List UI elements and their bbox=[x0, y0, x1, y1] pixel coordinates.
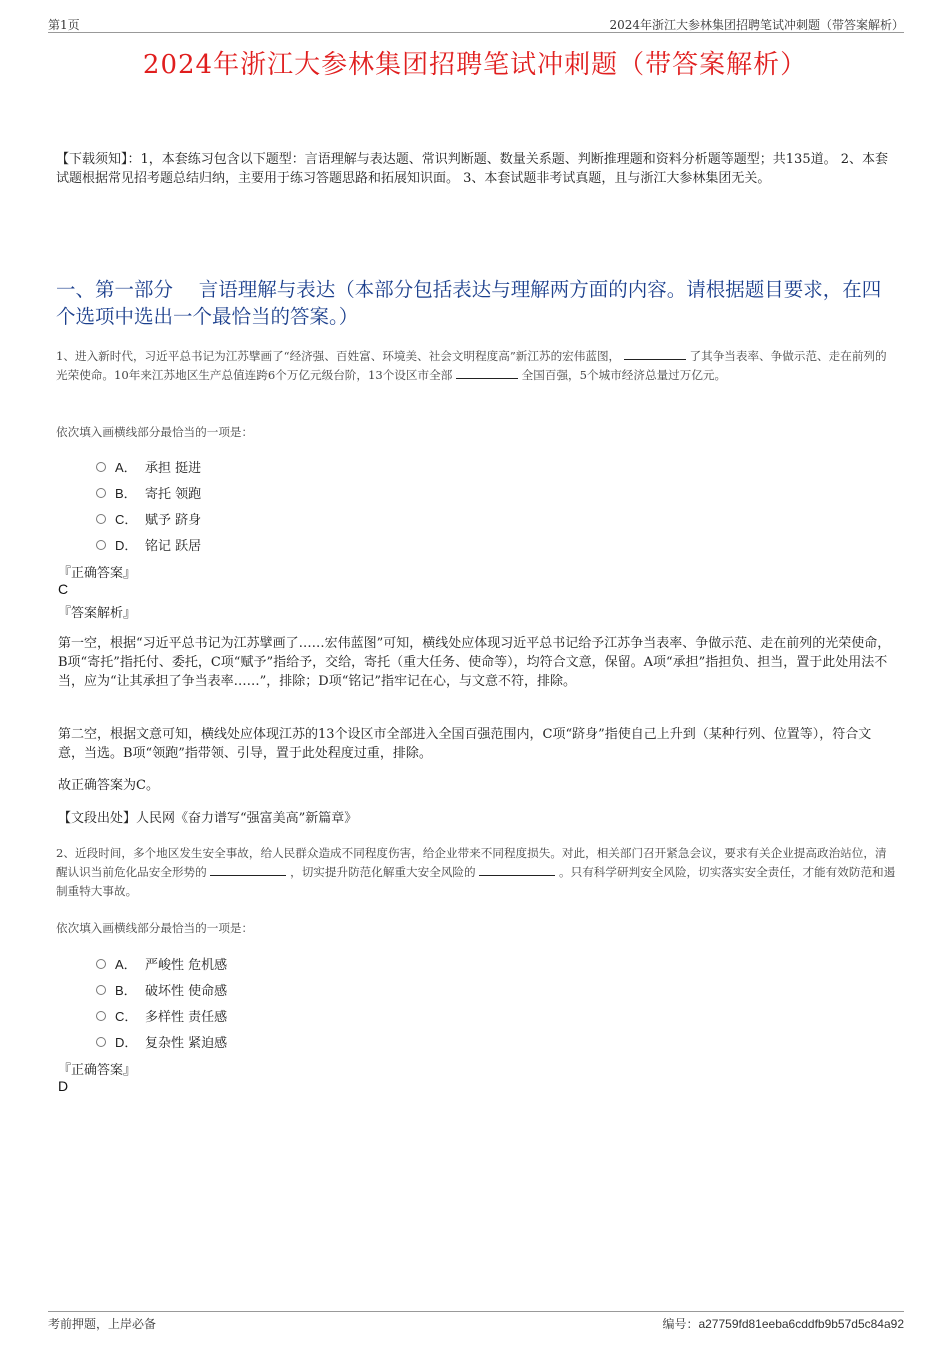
document-title: 2024年浙江大参林集团招聘笔试冲刺题（带答案解析） bbox=[142, 50, 808, 80]
question-1-analysis-para-1: 第一空，根据“习近平总书记为江苏擘画了……宏伟蓝图”可知，横线处应体现习近平总书记给予江苏争当表率、争做示范、走在前列的光荣使命，B项“寄托”指托付、委托，C项“赋予”指给予，交给，寄托（重大任务、使命等），均符合文意，保留。A项“承担”指担负、担当，置于此处用法不当，应为“让其承担了争当表率……”，排除；D项“铭记”指牢记在心，与文意不符，排除。 bbox=[58, 636, 891, 689]
footer-serial: 编号：a27759fd81eeba6cddfb9b57d5c84a92 bbox=[662, 1317, 904, 1331]
option-text: 复杂性 紧迫感 bbox=[145, 1035, 228, 1051]
question-2-stem-part2: ，切实提升防范化解重大安全风险的 bbox=[290, 865, 476, 879]
radio-icon[interactable] bbox=[96, 514, 106, 524]
question-1-source: 【文段出处】人民网《奋力谱写“强富美高”新篇章》 bbox=[58, 811, 358, 826]
question-1-option-d[interactable] bbox=[96, 531, 201, 557]
option-letter: B． bbox=[115, 485, 137, 501]
option-letter: C． bbox=[115, 511, 138, 527]
radio-icon[interactable] bbox=[96, 985, 106, 995]
question-2-stem-part1: 2、近段时间，多个地区发生安全事故，给人民群众造成不同程度伤害，给企业带来不同程度损失。对此，相关部门召开紧急会议，要求有关企业提高政治站位，清醒认识当前危化品安全形势的 bbox=[56, 846, 887, 879]
option-letter: A． bbox=[115, 956, 137, 972]
question-1-option-c[interactable] bbox=[96, 505, 201, 531]
question-1-answer: C bbox=[58, 581, 69, 597]
question-2-options bbox=[96, 950, 227, 1054]
option-text: 多样性 责任感 bbox=[145, 1009, 228, 1025]
question-1-blank-1 bbox=[624, 348, 686, 360]
question-2-stem bbox=[56, 844, 898, 901]
option-letter: D． bbox=[115, 537, 138, 553]
question-2-answer-label: 『正确答案』 bbox=[58, 1063, 137, 1078]
question-1-option-b[interactable] bbox=[96, 479, 201, 505]
question-1-stem bbox=[56, 347, 898, 385]
question-1-options bbox=[96, 453, 201, 557]
section-heading: 一、第一部分 言语理解与表达（本部分包括表达与理解两方面的内容。请根据题目要求，在四个选项中选出一个最恰当的答案。） bbox=[56, 278, 882, 328]
page-number: 第1页 bbox=[48, 18, 80, 32]
option-letter: C． bbox=[115, 1008, 138, 1024]
question-1-blank-2 bbox=[456, 367, 518, 379]
question-2-blank-1 bbox=[210, 864, 286, 876]
option-letter: A． bbox=[115, 459, 137, 475]
radio-icon[interactable] bbox=[96, 1037, 106, 1047]
question-2-blank-2 bbox=[479, 864, 555, 876]
option-text: 赋予 跻身 bbox=[145, 512, 202, 528]
radio-icon[interactable] bbox=[96, 1011, 106, 1021]
question-1-analysis-para-2: 第二空，根据文意可知，横线处应体现江苏的13个设区市全部进入全国百强范围内，C项“跻身”指使自己上升到（某种行列、位置等），符合文意，当选。B项“领跑”指带领、引导，置于此处程度过重，排除。 bbox=[58, 727, 872, 761]
header-doc-name: 2024年浙江大参林集团招聘笔试冲刺题（带答案解析） bbox=[609, 18, 904, 32]
question-2-answer: D bbox=[58, 1078, 69, 1094]
question-2-option-d[interactable] bbox=[96, 1028, 227, 1054]
question-2-option-a[interactable] bbox=[96, 950, 227, 976]
option-text: 严峻性 危机感 bbox=[145, 957, 228, 973]
question-1-analysis-conclusion: 故正确答案为C。 bbox=[58, 778, 159, 793]
footer-slogan: 考前押题，上岸必备 bbox=[48, 1317, 157, 1331]
question-2-stem-part3: 。只有科学研判安全风险，切实落实安全责任，才能有效防范和遏制重特大事故。 bbox=[56, 865, 896, 898]
question-1-stem-part3: 全国百强，5个城市经济总量过万亿元。 bbox=[521, 368, 727, 382]
question-1-stem-part1: 1、进入新时代，习近平总书记为江苏擘画了“经济强、百姓富、环境美、社会文明程度高”新江苏的宏伟蓝图， bbox=[56, 349, 621, 363]
option-letter: D． bbox=[115, 1034, 138, 1050]
question-1-instruction: 依次填入画横线部分最恰当的一项是： bbox=[56, 425, 254, 439]
download-notice: 【下载须知】：1，本套练习包含以下题型：言语理解与表达题、常识判断题、数量关系题、判断推理题和资料分析题等题型；共135道。 2、本套试题根据常见招考题总结归纳，主要用于练习答题思路和拓展知识面。 3、本套试题非考试真题，且与浙江大参林集团无关。 bbox=[56, 152, 888, 186]
radio-icon[interactable] bbox=[96, 959, 106, 969]
question-1-option-a[interactable] bbox=[96, 453, 201, 479]
page-header bbox=[48, 14, 904, 33]
option-letter: B． bbox=[115, 982, 137, 998]
question-2-instruction: 依次填入画横线部分最恰当的一项是： bbox=[56, 921, 254, 935]
radio-icon[interactable] bbox=[96, 488, 106, 498]
option-text: 寄托 领跑 bbox=[145, 486, 202, 502]
option-text: 铭记 跃居 bbox=[145, 538, 202, 554]
option-text: 破坏性 使命感 bbox=[145, 983, 228, 999]
radio-icon[interactable] bbox=[96, 540, 106, 550]
page-footer bbox=[48, 1311, 904, 1332]
question-2-option-b[interactable] bbox=[96, 976, 227, 1002]
radio-icon[interactable] bbox=[96, 462, 106, 472]
question-2-option-c[interactable] bbox=[96, 1002, 227, 1028]
option-text: 承担 挺进 bbox=[145, 460, 202, 476]
question-1-answer-label: 『正确答案』 bbox=[58, 566, 137, 581]
question-1-stem-part2: 了其争当表率、争做示范、走在前列的光荣使命。10年来江苏地区生产总值连跨6个万亿元级台阶，13个设区市全部 bbox=[56, 349, 887, 382]
question-1-analysis-label: 『答案解析』 bbox=[58, 606, 137, 621]
